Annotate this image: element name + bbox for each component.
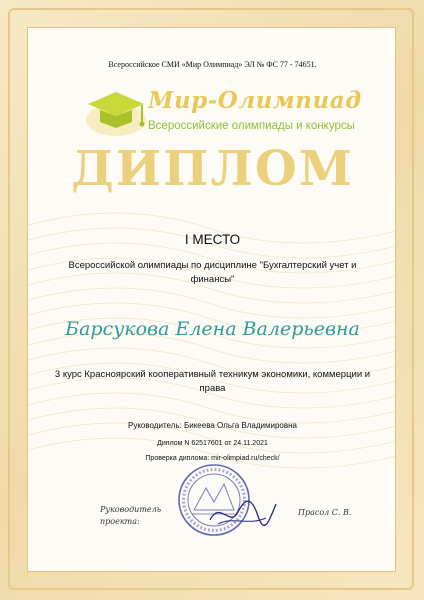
signature-label: Руководитель проекта: [100, 505, 162, 526]
diploma-number: Диплом N 62517601 от 24.11.2021 [157, 440, 268, 447]
award-place: I МЕСТО [184, 232, 241, 247]
recipient-name: Барсукова Елена Валерьевна [65, 318, 360, 340]
diploma-check-link: Проверка диплома: mir-olimpiad.ru/check/ [145, 455, 280, 462]
supervisor: Руководитель: Бикеева Ольга Владимировна [128, 421, 297, 430]
graduation-cap-logo-icon [80, 80, 150, 140]
recipient-institution: 3 курс Красноярский кооперативный техникум экономики, коммерции и права [54, 369, 371, 394]
media-registration: Всероссийское СМИ «Мир Олимпиад» ЭЛ № ФС 77 - 74651. [108, 60, 317, 69]
logo-title: Мир-Олимпиад [148, 87, 362, 114]
signatory-name: Прасол С. В. [298, 508, 352, 517]
olympiad-description: Всероссийской олимпиады по дисциплине "Бухгалтерский учет и финансы" [68, 260, 357, 285]
certificate-panel [27, 27, 396, 572]
logo-subtitle: Всероссийские олимпиады и конкурсы [148, 120, 355, 132]
signature-scribble [208, 494, 278, 534]
diploma-title: ДИПЛОМ [71, 141, 354, 197]
